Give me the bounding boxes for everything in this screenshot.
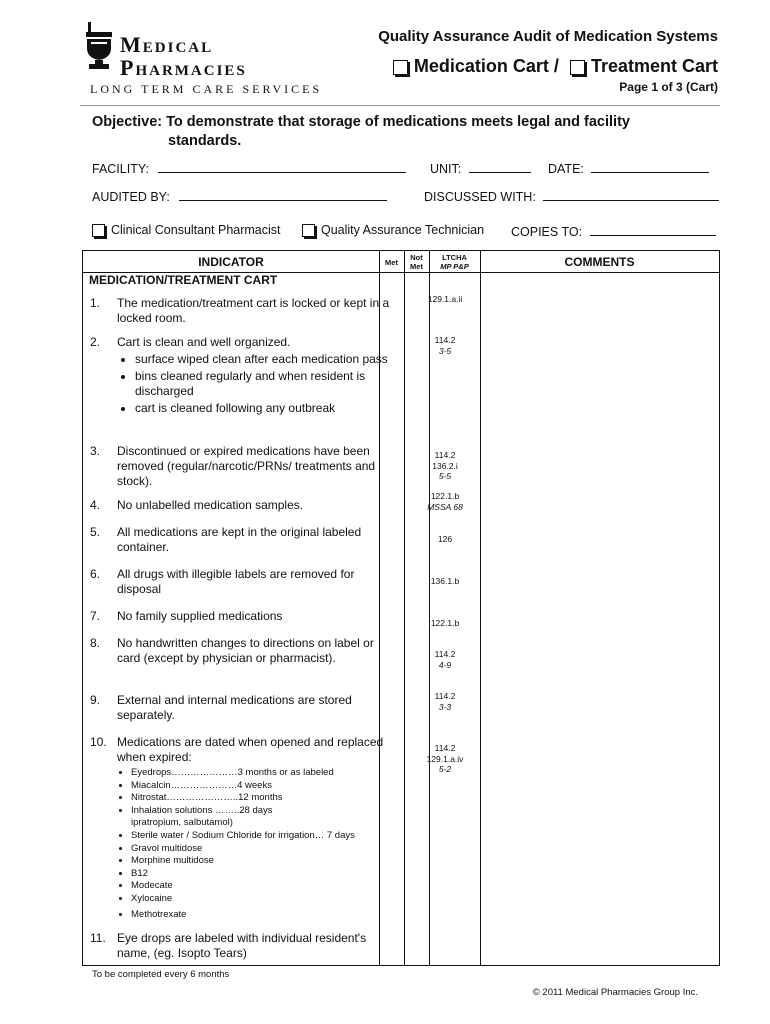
ref-policy: 3-3	[438, 701, 452, 712]
logo-text-pharmacies: Pharmacies	[120, 55, 247, 80]
item-text: Eye drops are labeled with individual resident's name, (eg. Isopto Tears)	[117, 931, 367, 960]
ref-policy: 5-5	[438, 471, 452, 481]
ref-line: 114.2	[434, 743, 456, 753]
discussed-with-input[interactable]	[543, 188, 719, 201]
item-number: 4.	[90, 498, 101, 512]
ref-line: 114.2	[434, 335, 456, 345]
bullet-item: • bins cleaned regularly and when resident is discharged	[135, 369, 397, 399]
objective-line-2: standards.	[168, 133, 242, 149]
cart-type-selector	[393, 56, 718, 77]
logo-text-medical: Medical	[120, 32, 214, 57]
ltcha-reference	[421, 294, 469, 305]
col-divider-comments	[480, 251, 481, 965]
audited-by-input[interactable]	[179, 188, 387, 201]
objective-text	[92, 113, 692, 151]
section-heading: MEDICATION/TREATMENT CART	[89, 273, 278, 287]
unit-input[interactable]	[469, 160, 531, 173]
footer-note: To be completed every 6 months	[92, 969, 230, 980]
expiry-list	[117, 767, 397, 921]
item-text: Discontinued or expired medications have been removed (regular/narcotic/PRNs/ treatments and stock).	[117, 444, 376, 488]
not-met-header-line1: Not	[410, 253, 423, 262]
item-number: 11.	[90, 931, 106, 945]
expiry-item: • Morphine multidose	[131, 855, 397, 868]
ref-line: 136.1.b	[430, 576, 460, 586]
expiry-item: • Gravol multidose	[131, 843, 397, 856]
ref-policy: MSSA 68	[427, 501, 463, 512]
facility-label: FACILITY:	[92, 162, 149, 176]
bullet-item: • cart is cleaned following any outbreak	[135, 401, 397, 416]
date-field	[548, 160, 709, 176]
clinical-pharmacist-option	[92, 223, 281, 237]
indicator-header: INDICATOR	[198, 255, 264, 269]
medication-cart-label: Medication Cart /	[413, 56, 559, 76]
ref-line: 114.2	[434, 649, 456, 659]
objective-line-1: Objective: To demonstrate that storage of medications meets legal and facility	[92, 114, 630, 130]
mortar-pestle-logo-icon	[84, 22, 114, 70]
clinical-pharmacist-checkbox[interactable]	[92, 224, 105, 237]
copies-to-input[interactable]	[590, 223, 716, 236]
medication-cart-checkbox[interactable]	[393, 60, 408, 75]
treatment-cart-checkbox[interactable]	[570, 60, 585, 75]
copies-to-field	[511, 223, 716, 239]
expiry-item: • B12	[131, 868, 397, 881]
expiry-item: • Eyedrops…………………3 months or as labeled	[131, 767, 397, 780]
item-number: 3.	[90, 444, 101, 458]
date-input[interactable]	[591, 160, 709, 173]
item-number: 1.	[90, 296, 101, 310]
not-met-header-line2: Met	[410, 262, 423, 271]
comments-header: COMMENTS	[564, 255, 635, 269]
item-text-main: Cart is clean and well organized.	[117, 335, 291, 349]
item-text: All medications are kept in the original labeled container.	[117, 525, 362, 554]
ltcha-header-line2: MP P&P	[440, 262, 469, 271]
facility-field	[92, 160, 406, 176]
ref-line: 126	[437, 534, 453, 544]
unit-label: UNIT:	[430, 162, 462, 176]
item-text: External and internal medications are stored separately.	[117, 693, 352, 722]
ref-policy: 3-5	[438, 345, 452, 356]
expiry-item: • Nitrostat…………………..12 months	[131, 792, 397, 805]
audited-by-field	[92, 188, 387, 204]
ltcha-reference	[421, 450, 469, 482]
ltcha-header-line1: LTCHA	[442, 253, 467, 262]
item-number: 9.	[90, 693, 101, 707]
ref-line: 114.2	[434, 450, 456, 460]
item-text: The medication/treatment cart is locked or kept in a locked room.	[117, 296, 390, 325]
item-text: No unlabelled medication samples.	[117, 498, 304, 512]
ref-line: 122.1.b	[430, 491, 460, 501]
copyright: © 2011 Medical Pharmacies Group Inc.	[532, 987, 698, 998]
page-indicator: Page 1 of 3 (Cart)	[619, 80, 718, 94]
item-text: No family supplied medications	[117, 609, 283, 623]
item-text	[117, 335, 397, 418]
not-met-header	[404, 253, 429, 271]
qa-technician-checkbox[interactable]	[302, 224, 315, 237]
item-number: 8.	[90, 636, 101, 650]
expiry-item: • Xylocaine	[131, 893, 397, 906]
ltcha-reference	[421, 618, 469, 629]
ref-line-2: 129.1.a.iv	[426, 753, 464, 764]
item-number: 10.	[90, 735, 107, 749]
qa-technician-option	[302, 223, 484, 237]
expiry-item: • Inhalation solutions ……..28 days	[131, 805, 397, 818]
clinical-pharmacist-label: Clinical Consultant Pharmacist	[111, 223, 281, 237]
ref-policy: 5-2	[438, 764, 452, 774]
expiry-item: • Miacalcin…………………4 weeks	[131, 780, 397, 793]
logo-tagline: LONG TERM CARE SERVICES	[90, 82, 323, 96]
form-title: Quality Assurance Audit of Medication Systems	[378, 28, 718, 45]
item-number: 6.	[90, 567, 101, 581]
expiry-item-continued: ipratropium, salbutamol)	[131, 817, 233, 829]
item-text: All drugs with illegible labels are removed for disposal	[117, 567, 355, 596]
expiry-item: • Sterile water / Sodium Chloride for irrigation… 7 days	[131, 830, 397, 843]
copies-to-label: COPIES TO:	[511, 225, 583, 239]
header-divider	[80, 105, 720, 106]
expiry-item: • Modecate	[131, 880, 397, 893]
facility-input[interactable]	[158, 160, 406, 173]
col-divider-ltcha	[429, 251, 430, 965]
bullet-item: • surface wiped clean after each medication pass	[135, 352, 397, 367]
ltcha-reference	[421, 576, 469, 587]
ltcha-reference	[421, 335, 469, 356]
ref-line: 122.1.b	[430, 618, 460, 628]
ltcha-reference	[421, 691, 469, 712]
item-text	[117, 735, 397, 921]
audit-table	[82, 250, 720, 966]
met-header: Met	[385, 258, 398, 267]
treatment-cart-label: Treatment Cart	[590, 56, 718, 76]
col-divider-not-met	[404, 251, 405, 965]
ltcha-reference	[421, 649, 469, 670]
discussed-with-label: DISCUSSED WITH:	[424, 190, 536, 204]
item-number: 2.	[90, 335, 101, 349]
item-text: No handwritten changes to directions on label or card (except by physician or pharmacist).	[117, 636, 374, 665]
item-bullet-list	[117, 352, 397, 416]
expiry-item: • Methotrexate	[131, 909, 397, 922]
item-number: 5.	[90, 525, 101, 539]
item-text-main: Medications are dated when opened and replaced when expired:	[117, 735, 384, 764]
ref-line: 129.1.a.ii	[427, 294, 463, 304]
unit-field	[430, 160, 531, 176]
date-label: DATE:	[548, 162, 584, 176]
ref-policy: 4-9	[438, 659, 452, 670]
ltcha-reference	[421, 491, 469, 512]
discussed-with-field	[424, 188, 719, 204]
audited-by-label: AUDITED BY:	[92, 190, 170, 204]
ltcha-reference	[421, 743, 469, 775]
qa-technician-label: Quality Assurance Technician	[321, 223, 485, 237]
ref-line: 114.2	[434, 691, 456, 701]
item-number: 7.	[90, 609, 101, 623]
ltcha-header	[429, 253, 480, 271]
ref-line-2: 136.2.i	[432, 460, 458, 471]
ltcha-reference	[421, 534, 469, 545]
